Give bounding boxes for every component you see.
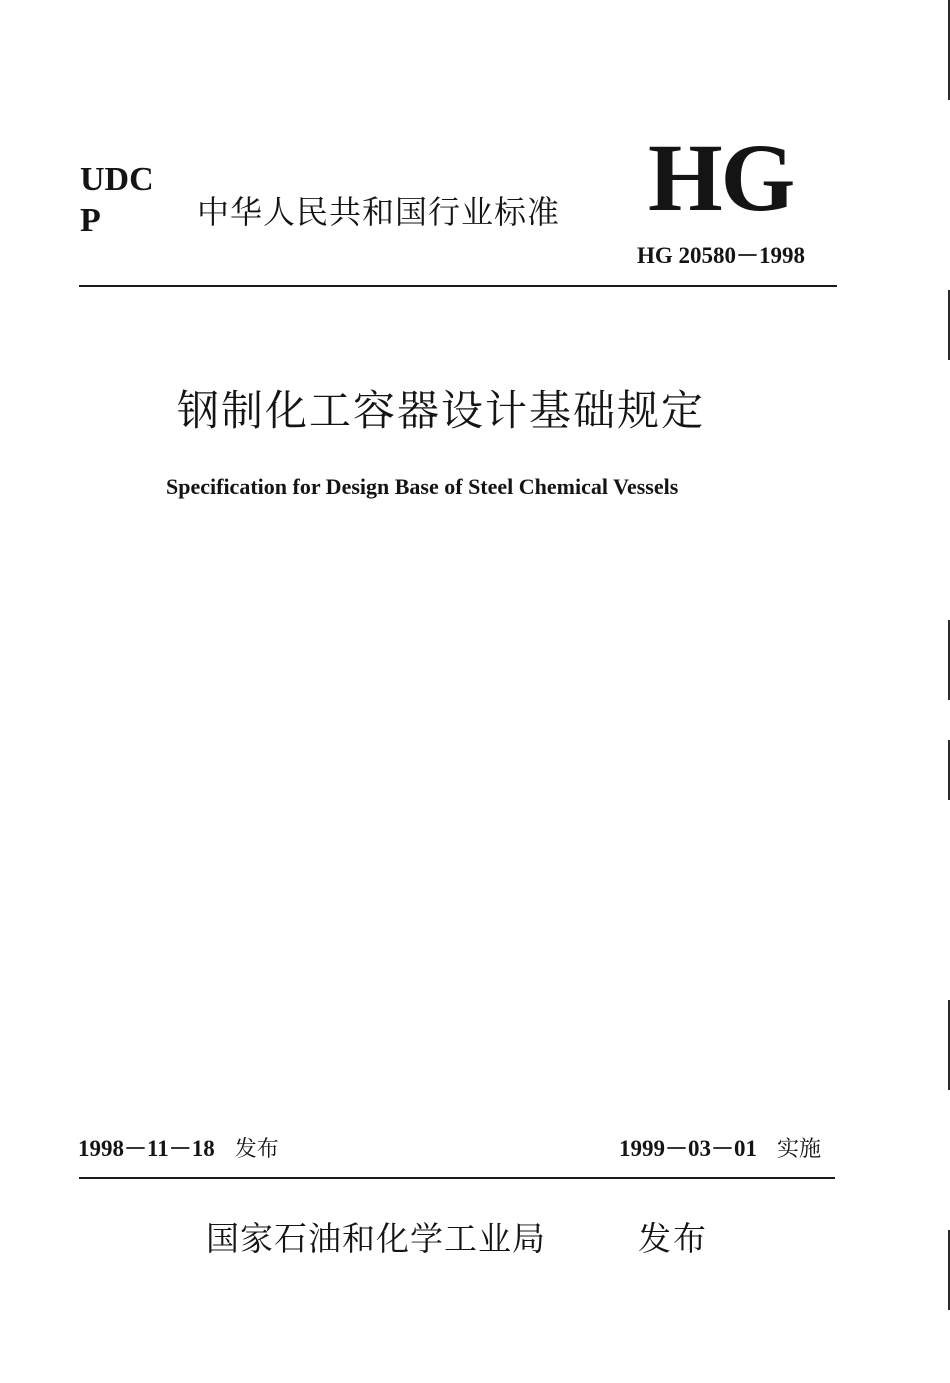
effective-label: 实施 bbox=[777, 1137, 822, 1162]
document-title-english: Specification for Design Base of Steel Chemical Vessels bbox=[166, 474, 679, 499]
issue-label: 发布 bbox=[234, 1137, 279, 1162]
classification-code: P bbox=[80, 202, 101, 239]
issue-date: 1998－11－18 bbox=[78, 1136, 215, 1161]
publisher-name: 国家石油和化学工业局 bbox=[206, 1219, 546, 1258]
standard-number: HG 20580－1998 bbox=[637, 243, 806, 268]
header-divider bbox=[79, 285, 837, 287]
industry-standard-heading: 中华人民共和国行业标准 bbox=[197, 193, 561, 231]
hg-logo: HG bbox=[648, 124, 794, 231]
document-title-chinese: 钢制化工容器设计基础规定 bbox=[177, 386, 706, 435]
effective-date-line bbox=[619, 1133, 821, 1166]
publisher-action: 发布 bbox=[638, 1219, 708, 1258]
issue-date-line bbox=[78, 1133, 279, 1166]
effective-date: 1999－03－01 bbox=[619, 1136, 757, 1161]
udc-label: UDC bbox=[80, 161, 154, 198]
footer-divider bbox=[79, 1177, 835, 1179]
